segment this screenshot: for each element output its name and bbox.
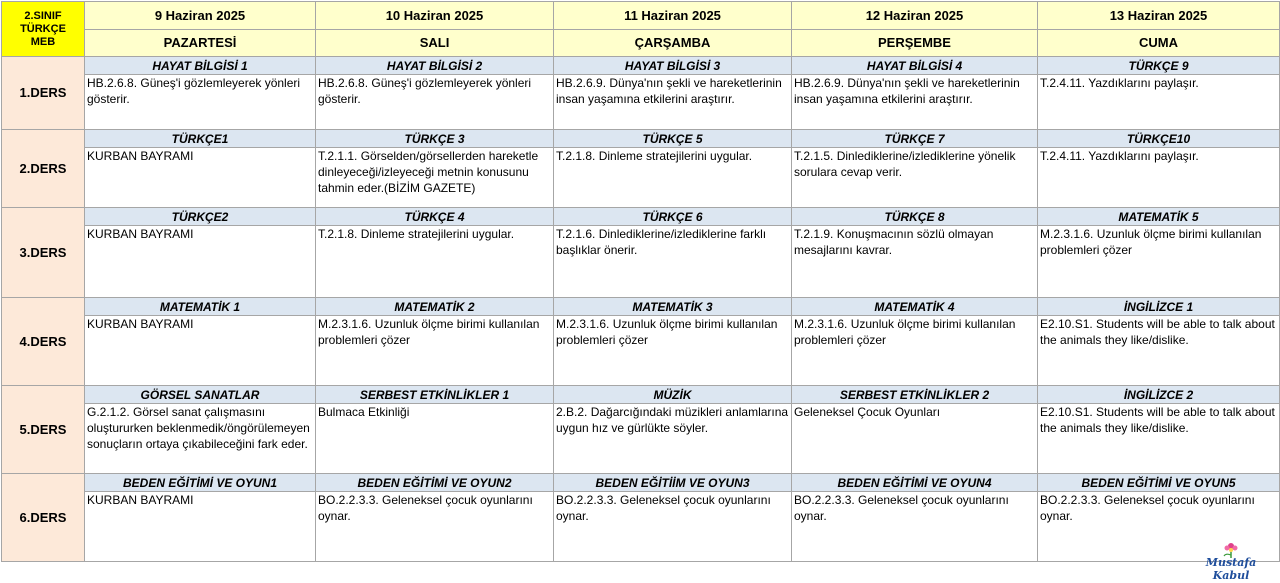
subject-cell: TÜRKÇE 6 <box>554 208 792 226</box>
weekly-schedule-table <box>1 1 1280 562</box>
subject-row <box>2 57 1280 75</box>
content-cell: KURBAN BAYRAMI <box>85 148 316 208</box>
subject-cell: MATEMATİK 5 <box>1038 208 1280 226</box>
content-cell: T.2.1.8. Dinleme stratejilerini uygular. <box>554 148 792 208</box>
content-cell: M.2.3.1.6. Uzunluk ölçme birimi kullanılan problemleri çözer <box>554 316 792 386</box>
content-cell: BO.2.2.3.3. Geleneksel çocuk oyunlarını oynar. <box>1038 492 1280 562</box>
subject-cell: TÜRKÇE 4 <box>316 208 554 226</box>
subject-cell: TÜRKÇE 3 <box>316 130 554 148</box>
day-cell: ÇARŞAMBA <box>554 30 792 57</box>
date-cell: 12 Haziran 2025 <box>792 2 1038 30</box>
day-cell: SALI <box>316 30 554 57</box>
subject-cell: HAYAT BİLGİSİ 4 <box>792 57 1038 75</box>
subject-row <box>2 386 1280 404</box>
logo-text: Mustafa Kabul <box>1205 556 1257 582</box>
content-row <box>2 75 1280 130</box>
date-cell: 10 Haziran 2025 <box>316 2 554 30</box>
content-cell: Bulmaca Etkinliği <box>316 404 554 474</box>
content-cell: E2.10.S1. Students will be able to talk about the animals they like/dislike. <box>1038 316 1280 386</box>
lesson-label: 2.DERS <box>2 130 85 208</box>
content-cell: T.2.4.11. Yazdıklarını paylaşır. <box>1038 148 1280 208</box>
day-cell: CUMA <box>1038 30 1280 57</box>
subject-cell: BEDEN EĞİTİMİ VE OYUN5 <box>1038 474 1280 492</box>
content-cell: E2.10.S1. Students will be able to talk about the animals they like/dislike. <box>1038 404 1280 474</box>
class-label-line1: 2.SINIF <box>24 9 62 22</box>
subject-cell: HAYAT BİLGİSİ 1 <box>85 57 316 75</box>
content-cell: KURBAN BAYRAMI <box>85 316 316 386</box>
subject-row <box>2 474 1280 492</box>
subject-cell: SERBEST ETKİNLİKLER 2 <box>792 386 1038 404</box>
day-row <box>2 30 1280 57</box>
subject-row <box>2 208 1280 226</box>
subject-cell: İNGİLİZCE 2 <box>1038 386 1280 404</box>
content-cell: M.2.3.1.6. Uzunluk ölçme birimi kullanılan problemleri çözer <box>792 316 1038 386</box>
content-row <box>2 148 1280 208</box>
class-label-cell <box>2 2 85 57</box>
subject-cell: BEDEN EĞİTİMİ VE OYUN1 <box>85 474 316 492</box>
content-cell: T.2.1.8. Dinleme stratejilerini uygular. <box>316 226 554 298</box>
subject-cell: MÜZİK <box>554 386 792 404</box>
content-row <box>2 492 1280 562</box>
day-cell: PAZARTESİ <box>85 30 316 57</box>
subject-cell: SERBEST ETKİNLİKLER 1 <box>316 386 554 404</box>
subject-cell: TÜRKÇE1 <box>85 130 316 148</box>
content-row <box>2 316 1280 386</box>
subject-cell: GÖRSEL SANATLAR <box>85 386 316 404</box>
subject-cell: MATEMATİK 4 <box>792 298 1038 316</box>
class-label-line3: MEB <box>30 35 56 48</box>
content-cell: G.2.1.2. Görsel sanat çalışmasını oluştururken beklenmedik/öngörülemeyen sonuçların ortaya çıkabileceğini fark eder. <box>85 404 316 474</box>
content-cell: KURBAN BAYRAMI <box>85 492 316 562</box>
content-cell: T.2.4.11. Yazdıklarını paylaşır. <box>1038 75 1280 130</box>
content-cell: 2.B.2. Dağarcığındaki müzikleri anlamlarına uygun hız ve gürlükte söyler. <box>554 404 792 474</box>
day-cell: PERŞEMBE <box>792 30 1038 57</box>
subject-cell: TÜRKÇE 9 <box>1038 57 1280 75</box>
subject-cell: TÜRKÇE10 <box>1038 130 1280 148</box>
subject-cell: HAYAT BİLGİSİ 3 <box>554 57 792 75</box>
content-cell: T.2.1.9. Konuşmacının sözlü olmayan mesajlarını kavrar. <box>792 226 1038 298</box>
subject-row <box>2 298 1280 316</box>
lesson-label: 4.DERS <box>2 298 85 386</box>
content-row <box>2 404 1280 474</box>
author-logo <box>1187 540 1275 582</box>
content-cell: T.2.1.1. Görselden/görsellerden hareketle dinleyeceği/izleyeceği metnin konusunu tahmin eder.(BİZİM GAZETE) <box>316 148 554 208</box>
content-cell: KURBAN BAYRAMI <box>85 226 316 298</box>
content-row <box>2 226 1280 298</box>
subject-row <box>2 130 1280 148</box>
date-row <box>2 2 1280 30</box>
content-cell: HB.2.6.9. Dünya'nın şekli ve hareketlerinin insan yaşamına etkilerini araştırır. <box>554 75 792 130</box>
lesson-label: 6.DERS <box>2 474 85 562</box>
subject-cell: MATEMATİK 3 <box>554 298 792 316</box>
content-cell: BO.2.2.3.3. Geleneksel çocuk oyunlarını oynar. <box>554 492 792 562</box>
content-cell: HB.2.6.8. Güneş'i gözlemleyerek yönleri gösterir. <box>316 75 554 130</box>
subject-cell: TÜRKÇE 5 <box>554 130 792 148</box>
lesson-label: 1.DERS <box>2 57 85 130</box>
content-cell: Geleneksel Çocuk Oyunları <box>792 404 1038 474</box>
content-cell: BO.2.2.3.3. Geleneksel çocuk oyunlarını oynar. <box>316 492 554 562</box>
content-cell: HB.2.6.8. Güneş'i gözlemleyerek yönleri gösterir. <box>85 75 316 130</box>
class-label-line2: TÜRKÇE <box>20 22 66 35</box>
subject-cell: İNGİLİZCE 1 <box>1038 298 1280 316</box>
subject-cell: BEDEN EĞİTİMİ VE OYUN4 <box>792 474 1038 492</box>
subject-cell: MATEMATİK 1 <box>85 298 316 316</box>
subject-cell: HAYAT BİLGİSİ 2 <box>316 57 554 75</box>
date-cell: 13 Haziran 2025 <box>1038 2 1280 30</box>
subject-cell: TÜRKÇE 7 <box>792 130 1038 148</box>
subject-cell: BEDEN EĞİTİMİ VE OYUN2 <box>316 474 554 492</box>
content-cell: T.2.1.5. Dinlediklerine/izlediklerine yönelik sorulara cevap verir. <box>792 148 1038 208</box>
subject-cell: BEDEN EĞİTİİM VE OYUN3 <box>554 474 792 492</box>
content-cell: HB.2.6.9. Dünya'nın şekli ve hareketlerinin insan yaşamına etkilerini araştırır. <box>792 75 1038 130</box>
lesson-label: 5.DERS <box>2 386 85 474</box>
content-cell: T.2.1.6. Dinlediklerine/izlediklerine farklı başlıklar önerir. <box>554 226 792 298</box>
date-cell: 11 Haziran 2025 <box>554 2 792 30</box>
subject-cell: TÜRKÇE2 <box>85 208 316 226</box>
content-cell: M.2.3.1.6. Uzunluk ölçme birimi kullanılan problemleri çözer <box>1038 226 1280 298</box>
content-cell: BO.2.2.3.3. Geleneksel çocuk oyunlarını oynar. <box>792 492 1038 562</box>
date-cell: 9 Haziran 2025 <box>85 2 316 30</box>
content-cell: M.2.3.1.6. Uzunluk ölçme birimi kullanılan problemleri çözer <box>316 316 554 386</box>
lesson-label: 3.DERS <box>2 208 85 298</box>
subject-cell: MATEMATİK 2 <box>316 298 554 316</box>
subject-cell: TÜRKÇE 8 <box>792 208 1038 226</box>
